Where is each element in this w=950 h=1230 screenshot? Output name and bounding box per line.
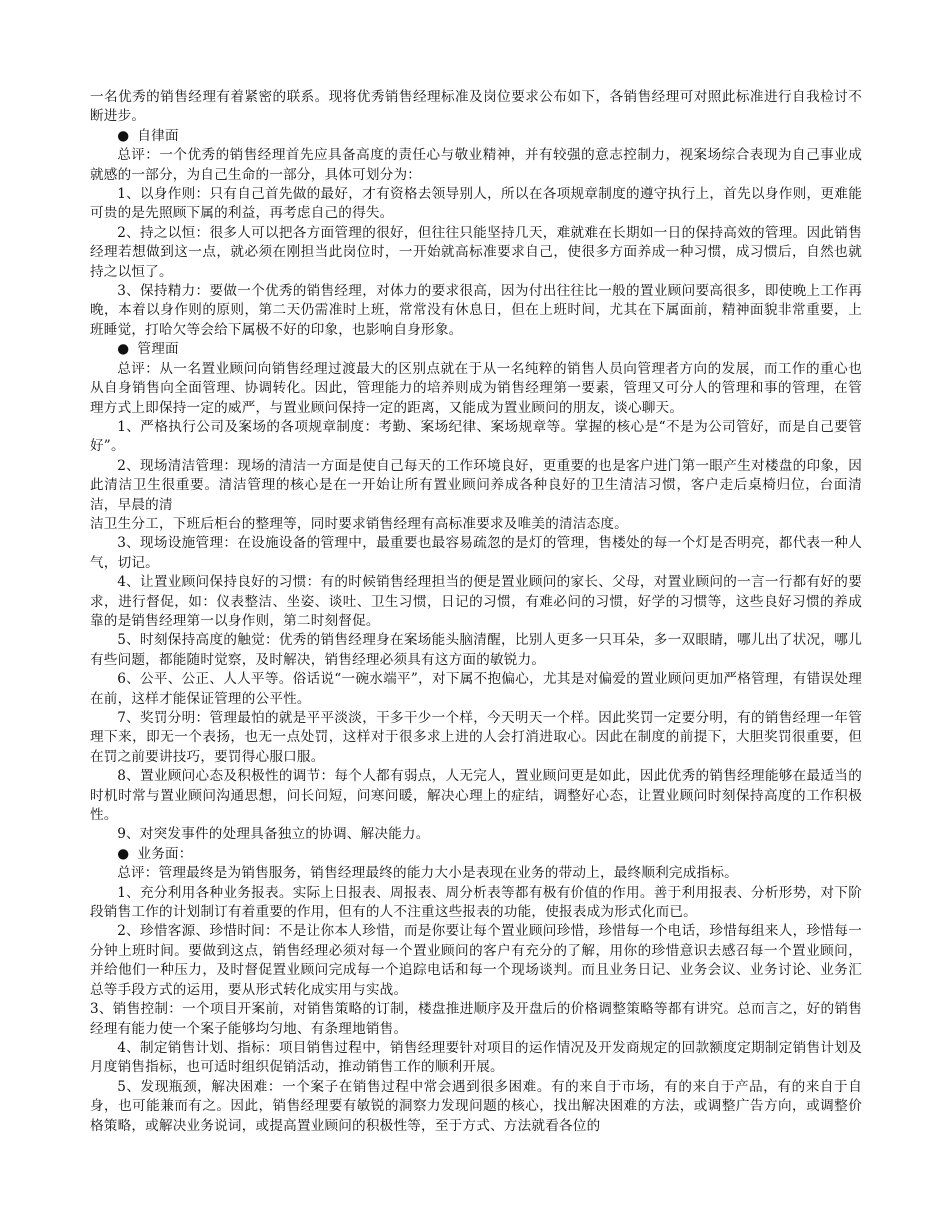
bullet-dot-icon: ● (117, 845, 130, 862)
section-heading-label: 管理面 (137, 341, 179, 358)
paragraph: 5、发现瓶颈，解决困难：一个案子在销售过程中常会遇到很多困难。有的来自于市场，有的来自于产品，有的来自于自身，也可能兼而有之。因此，销售经理要有敏锐的洞察力发现问题的核心，找出解决困难的方法，或调整广告方向，或调整价格策略，或解决业务说词，或提高置业顾问的积极性等，至于方式、方法就看各位的 (90, 1078, 862, 1134)
bullet-dot-icon: ● (117, 127, 130, 144)
section-heading-label: 自律面 (137, 127, 179, 144)
paragraph: 8、置业顾问心态及积极性的调节：每个人都有弱点，人无完人，置业顾问更是如此，因此优秀的销售经理能够在最适当的时机时常与置业顾问沟通思想，问长问短，问寒问暖，解决心理上的症结，调整好心态，让置业顾问时刻保持高度的工作积极性。 (90, 768, 862, 824)
paragraph-unindented: 3、销售控制：一个项目开案前，对销售策略的订制，楼盘推进顺序及开盘后的价格调整策略等都有讲究。总而言之，好的销售经理有能力使一个案子能够均匀地、有条理地销售。 (90, 1001, 862, 1037)
paragraph: 4、制定销售计划、指标：项目销售过程中，销售经理要针对项目的运作情况及开发商规定的回款额度定期制定销售计划及月度销售指标，也可适时组织促销活动，推动销售工作的顺利开展。 (90, 1039, 862, 1076)
section-heading-management (90, 340, 862, 359)
paragraph: 1、严格执行公司及案场的各项规章制度：考勤、案场纪律、案场规章等。掌握的核心是“不是为公司管好，而是自己要管好”。 (90, 418, 862, 455)
paragraph: 6、公平、公正、人人平等。俗话说“一碗水端平”，对下属不抱偏心，尤其是对偏爱的置业顾问更加严格管理，有错误处理在前，这样才能保证管理的公平性。 (90, 671, 862, 707)
bullet-dot-icon: ● (117, 341, 130, 358)
paragraph: 4、让置业顾问保持良好的习惯：有的时候销售经理担当的便是置业顾问的家长、父母，对置业顾问的一言一行都有好的要求，进行督促，如：仪表整洁、坐姿、谈吐、卫生习惯，日记的习惯，有难必问的习惯，好学的习惯等，这些良好习惯的养成靠的是销售经理第一以身作则，第二时刻督促。 (90, 574, 862, 629)
paragraph: 总评：从一名置业顾问向销售经理过渡最大的区别点就在于从一名纯粹的销售人员向管理者方向的发展，而工作的重心也从自身销售向全面管理、协调转化。因此，管理能力的培养则成为销售经理第一要素，管理又可分人的管理和事的管理，在管理方式上即保持一定的威严，与置业顾问保持一定的距离，又能成为置业顾问的朋友，谈心聊天。 (90, 360, 862, 416)
paragraph: 5、时刻保持高度的触觉：优秀的销售经理身在案场能头脑清醒，比别人更多一只耳朵，多一双眼睛，哪儿出了状况，哪儿有些问题，都能随时觉察，及时解决，销售经理必须具有这方面的敏锐力。 (90, 632, 862, 668)
paragraph: 2、珍惜客源、珍惜时间：不是让你本人珍惜，而是你要让每个置业顾问珍惜，珍惜每一个电话，珍惜每组来人，珍惜每一分钟上班时间。要做到这点，销售经理必须对每一个置业顾问的客户有充分的了解，用你的珍惜意识去感召每一个置业顾问，并给他们一种压力，及时督促置业顾问完成每一个追踪电话和每一个现场谈判。而且业务日记、业务会议、业务讨论、业务汇总等手段方式的运用，要从形式转化成实用与实战。 (90, 923, 862, 998)
paragraph: 2、持之以恒：很多人可以把各方面管理的很好，但往往只能坚持几天，难就难在长期如一日的保持高效的管理。因此销售经理若想做到这一点，就必须在刚担当此岗位时，一开始就高标准要求自己，使很多方面养成一种习惯，成习惯后，自然也就持之以恒了。 (90, 224, 862, 280)
paragraph: 3、保持精力：要做一个优秀的销售经理，对体力的要求很高，因为付出往往比一般的置业顾问要高很多，即使晚上工作再晚，本着以身作则的原则，第二天仍需准时上班，常常没有休息日，但在上班时间，尤其在下属面前，精神面貌非常重要，上班睡觉，打哈欠等会给下属极不好的印象，也影响自身形象。 (90, 283, 862, 338)
paragraph: 9、对突发事件的处理具备独立的协调、解决能力。 (117, 826, 430, 843)
section-heading-self-discipline (90, 127, 862, 146)
paragraph: 3、现场设施管理：在设施设备的管理中，最重要也最容易疏忽的是灯的管理，售楼处的每一个灯是否明亮，都代表一种人气，切记。 (90, 535, 862, 571)
paragraph: 2、现场清洁管理：现场的清洁一方面是使自己每天的工作环境良好，更重要的也是客户进门第一眼产生对楼盘的印象，因此清洁卫生很重要。清洁管理的核心是在一开始让所有置业顾问养成各种良好的卫生清洁习惯，客户走后桌椅归位，台面清洁，早晨的清 (90, 457, 862, 513)
intro-paragraph: 一名优秀的销售经理有着紧密的联系。现将优秀销售经理标准及岗位要求公布如下，各销售经理可对照此标准进行自我检讨不断进步。 (90, 89, 862, 125)
paragraph-continuation: 洁卫生分工，下班后柜台的整理等，同时要求销售经理有高标准要求及唯美的清洁态度。 (90, 515, 628, 532)
paragraph: 7、奖罚分明：管理最怕的就是平平淡淡，干多干少一个样，今天明天一个样。因此奖罚一定要分明，有的销售经理一年管理下来，即无一个表扬，也无一点处罚，这样对于很多求上进的人会打消进取心。因此在制度的前提下，大胆奖罚很重要，但在罚之前要讲技巧，要罚得心服口服。 (90, 710, 862, 765)
paragraph: 1、充分利用各种业务报表。实际上日报表、周报表、周分析表等都有极有价值的作用。善于利用报表、分析形势，对下阶段销售工作的计划制订有着重要的作用，但有的人不注重这些报表的功能，使报表成为形式化而已。 (90, 884, 862, 921)
paragraph: 总评：一个优秀的销售经理首先应具备高度的责任心与敬业精神，并有较强的意志控制力，视案场综合表现为自己事业成就感的一部分，为自己生命的一部分，具体可划分为： (90, 147, 862, 183)
section-heading-business (90, 845, 862, 864)
section-heading-label: 业务面： (137, 845, 193, 862)
paragraph: 1、以身作则：只有自己首先做的最好，才有资格去领导别人，所以在各项规章制度的遵守执行上，首先以身作则，更难能可贵的是先照顾下属的利益，再考虑自己的得失。 (90, 186, 862, 222)
paragraph: 总评：管理最终是为销售服务，销售经理最终的能力大小是表现在业务的带动上，最终顺利完成指标。 (117, 865, 738, 882)
